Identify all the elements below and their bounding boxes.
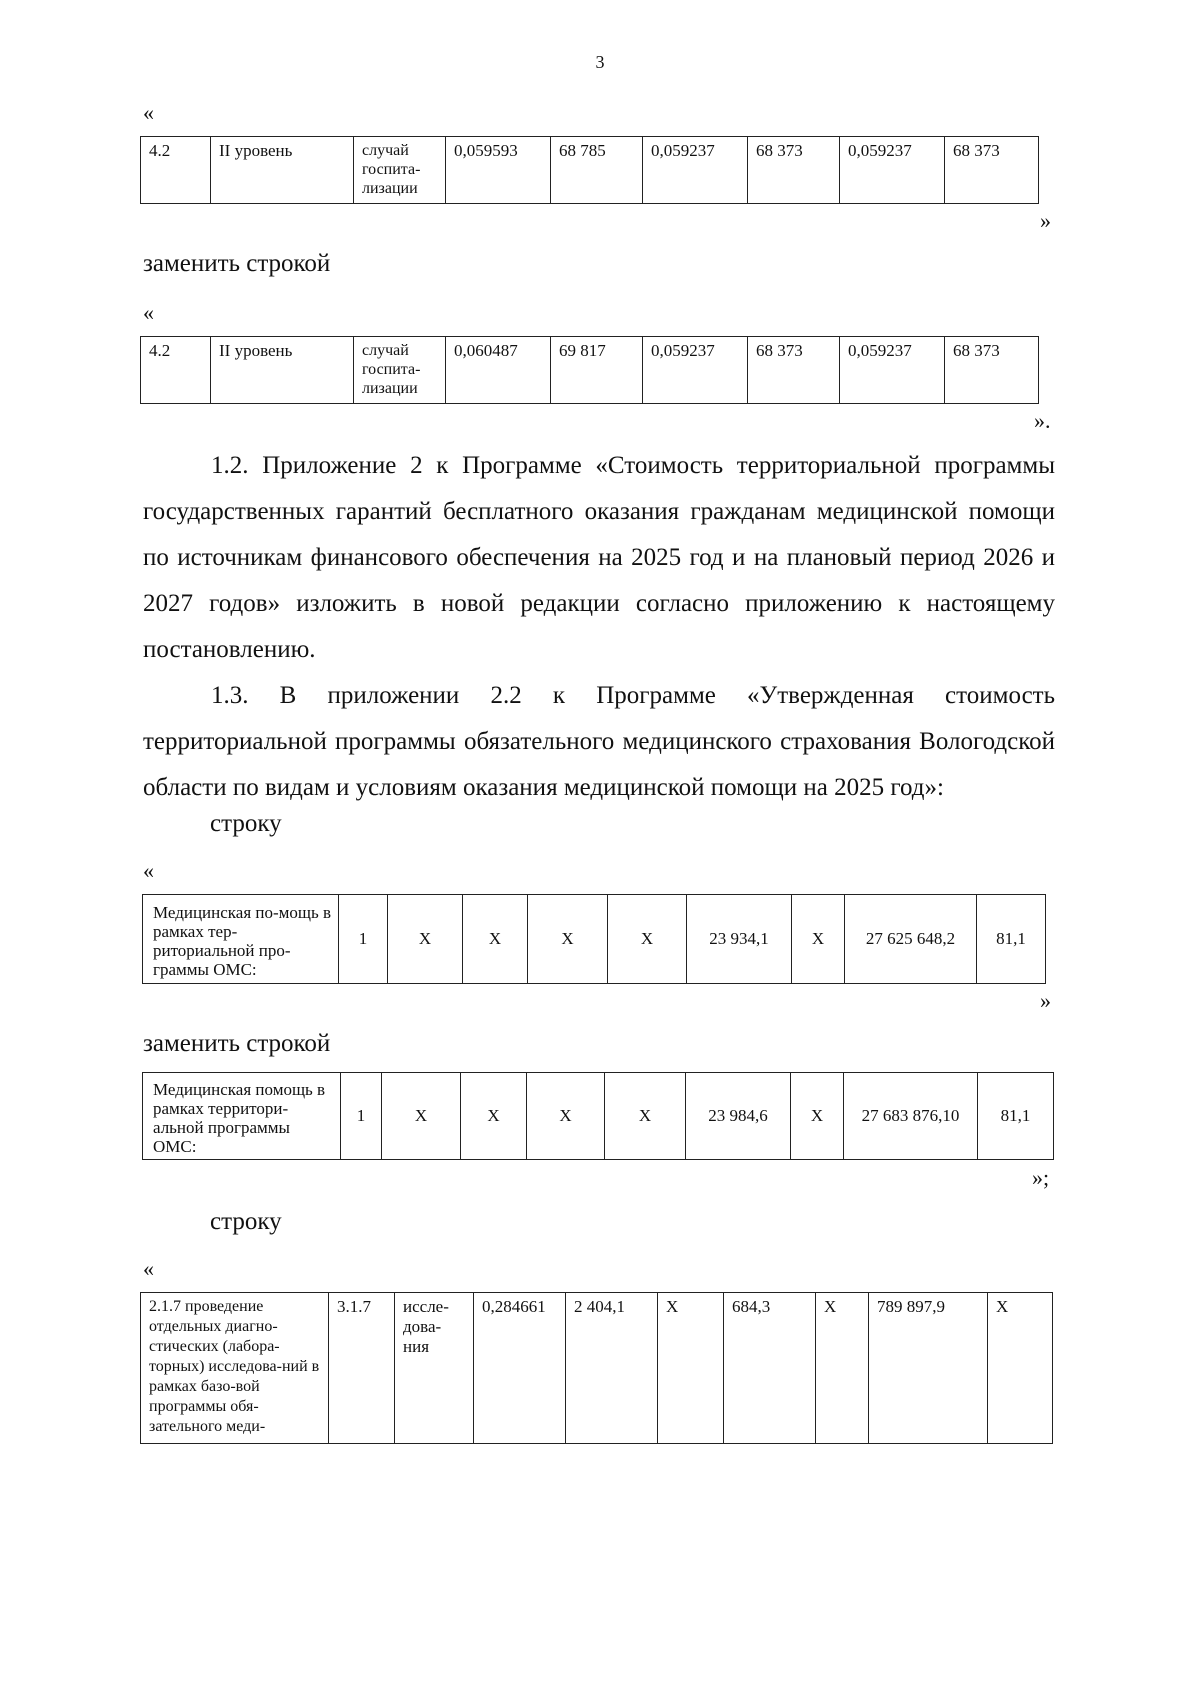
close-quote-semicolon: »; <box>1032 1165 1050 1190</box>
close-quote: » <box>1040 988 1051 1013</box>
cell-code: 3.1.7 <box>329 1293 395 1444</box>
close-quote: » <box>1040 208 1051 233</box>
cell-value: 2 404,1 <box>566 1293 658 1444</box>
cell-value: 68 373 <box>748 337 840 404</box>
cell-value: 0,059237 <box>643 337 748 404</box>
cell-value: X <box>463 895 528 984</box>
cell-value: 0,059593 <box>446 137 551 204</box>
paragraph-1-2: 1.2. Приложение 2 к Программе «Стоимость территориальной программы государственных гарантий бесплатного оказания гражданам медицинской помощи по источникам финансового обеспечения на 2025 год и на плановый период 2026 и 2027 годов» изложить в новой редакции согласно приложению к настоящему постановлению. <box>143 452 1055 663</box>
cell-name: 2.1.7 проведение отдельных диагно-стических (лабора-торных) исследова-ний в рамках базо-вой программы обя-зательного меди- <box>141 1293 329 1444</box>
cell-value: 0,059237 <box>840 137 945 204</box>
table-row-2-1-7-old <box>140 1292 1053 1444</box>
open-quote: « <box>143 858 154 883</box>
cell-value: 68 785 <box>551 137 643 204</box>
paragraph-1-3: 1.3. В приложении 2.2 к Программе «Утвержденная стоимость территориальной программы обязательного медицинского страхования Вологодской области по видам и условиям оказания медицинской помощи на 2025 год»: <box>143 682 1055 801</box>
cell-value: 1 <box>339 895 388 984</box>
cell-value: 81,1 <box>978 1073 1054 1160</box>
open-quote: « <box>143 1256 154 1281</box>
cell-value: X <box>461 1073 527 1160</box>
cell-value: 27 625 648,2 <box>845 895 977 984</box>
cell-value: 789 897,9 <box>869 1293 988 1444</box>
cell-unit: случай госпита-лизации <box>354 137 446 204</box>
cell-value: 0,059237 <box>643 137 748 204</box>
cell-value: X <box>988 1293 1053 1444</box>
cell-value: X <box>382 1073 461 1160</box>
table-oms-old <box>142 894 1046 984</box>
table-row-4-2-new <box>140 336 1039 404</box>
cell-value: 0,060487 <box>446 337 551 404</box>
cell-value: 68 373 <box>748 137 840 204</box>
close-quote-period: ». <box>1034 408 1051 433</box>
cell-level: II уровень <box>211 137 354 204</box>
cell-unit: иссле-дова-ния <box>395 1293 474 1444</box>
body-paragraphs <box>143 443 1055 811</box>
replace-label: заменить строкой <box>143 250 331 277</box>
cell-value: X <box>792 895 845 984</box>
cell-value: X <box>791 1073 844 1160</box>
cell-value: X <box>527 1073 605 1160</box>
cell-name: Медицинская по-мощь в рамках тер-риториальной про-граммы ОМС: <box>143 895 339 984</box>
cell-value: X <box>658 1293 724 1444</box>
cell-value: 68 373 <box>945 337 1039 404</box>
open-quote: « <box>143 300 154 325</box>
table-oms-new <box>142 1072 1054 1160</box>
cell-value: 0,059237 <box>840 337 945 404</box>
table-row-4-2-old <box>140 136 1039 204</box>
cell-unit: случай госпита-лизации <box>354 337 446 404</box>
cell-level: II уровень <box>211 337 354 404</box>
cell-value: 27 683 876,10 <box>844 1073 978 1160</box>
cell-value: 81,1 <box>977 895 1046 984</box>
cell-number: 4.2 <box>141 137 211 204</box>
cell-value: X <box>608 895 687 984</box>
cell-value: 1 <box>341 1073 382 1160</box>
cell-name: Медицинская помощь в рамках территори-альной программы ОМС: <box>143 1073 341 1160</box>
cell-value: X <box>605 1073 686 1160</box>
cell-value: 69 817 <box>551 337 643 404</box>
cell-value: 23 984,6 <box>686 1073 791 1160</box>
cell-value: 684,3 <box>724 1293 816 1444</box>
cell-value: X <box>528 895 608 984</box>
replace-label: заменить строкой <box>143 1030 331 1057</box>
cell-value: 0,284661 <box>474 1293 566 1444</box>
row-label: строку <box>210 1208 282 1235</box>
cell-value: X <box>816 1293 869 1444</box>
cell-value: X <box>388 895 463 984</box>
cell-value: 23 934,1 <box>687 895 792 984</box>
cell-value: 68 373 <box>945 137 1039 204</box>
row-label: строку <box>210 810 282 837</box>
page-number: 3 <box>595 52 605 72</box>
open-quote: « <box>143 100 154 125</box>
cell-number: 4.2 <box>141 337 211 404</box>
